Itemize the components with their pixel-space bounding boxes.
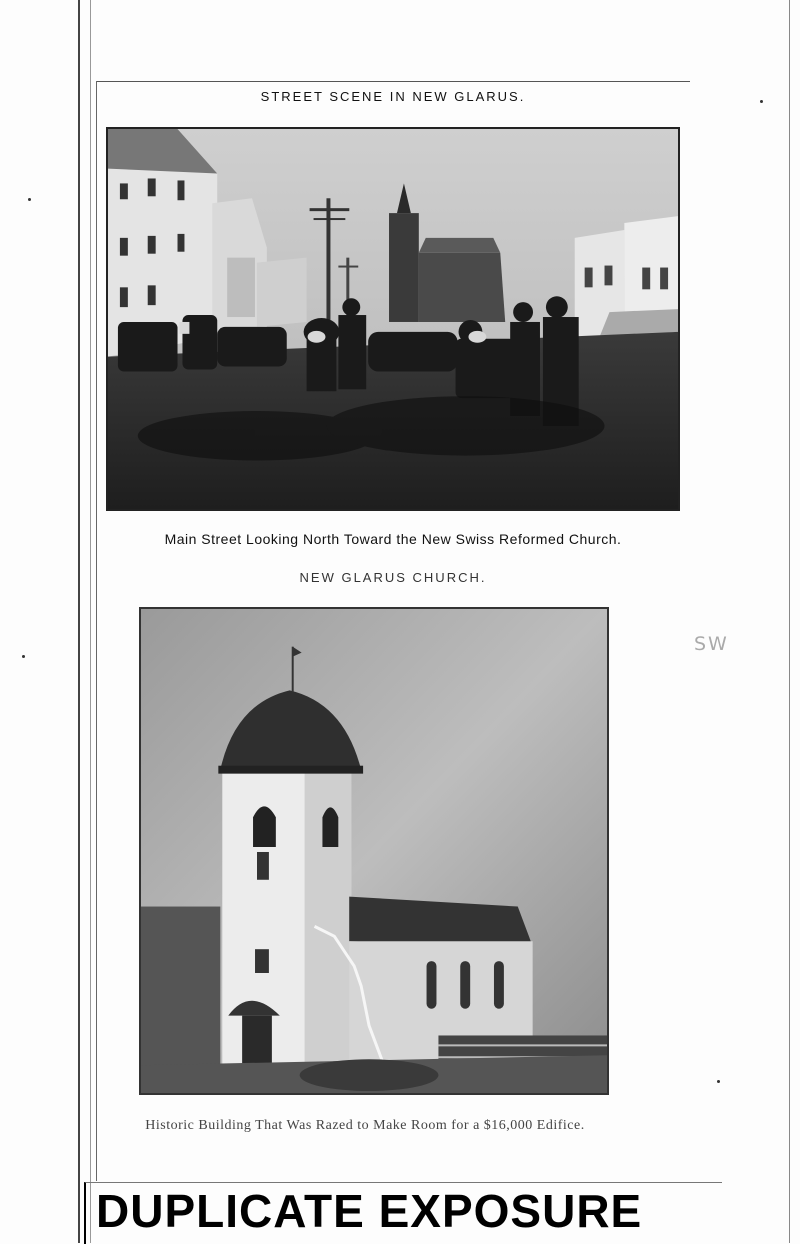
dust-speck [760, 100, 763, 103]
church-caption: Historic Building That Was Razed to Make Room for a $16,000 Edifice. [145, 1118, 585, 1133]
column-rule [96, 81, 97, 1181]
duplicate-exposure-stamp: DUPLICATE EXPOSURE [96, 1185, 643, 1237]
street-scene-caption: Main Street Looking North Toward the New Swiss Reformed Church. [164, 531, 622, 547]
top-rule [96, 81, 690, 82]
page-edge [78, 0, 80, 1243]
street-scene-photo [106, 127, 680, 511]
church-heading: NEW GLARUS CHURCH. [299, 570, 487, 585]
dust-speck [22, 655, 25, 658]
dust-speck [28, 198, 31, 201]
margin-pencil-note: SW [694, 633, 729, 655]
church-photo [139, 607, 609, 1095]
page-edge-right [789, 0, 790, 1243]
street-scene-heading: STREET SCENE IN NEW GLARUS. [260, 89, 526, 104]
page-edge-inner [90, 0, 91, 1243]
dust-speck [717, 1080, 720, 1083]
